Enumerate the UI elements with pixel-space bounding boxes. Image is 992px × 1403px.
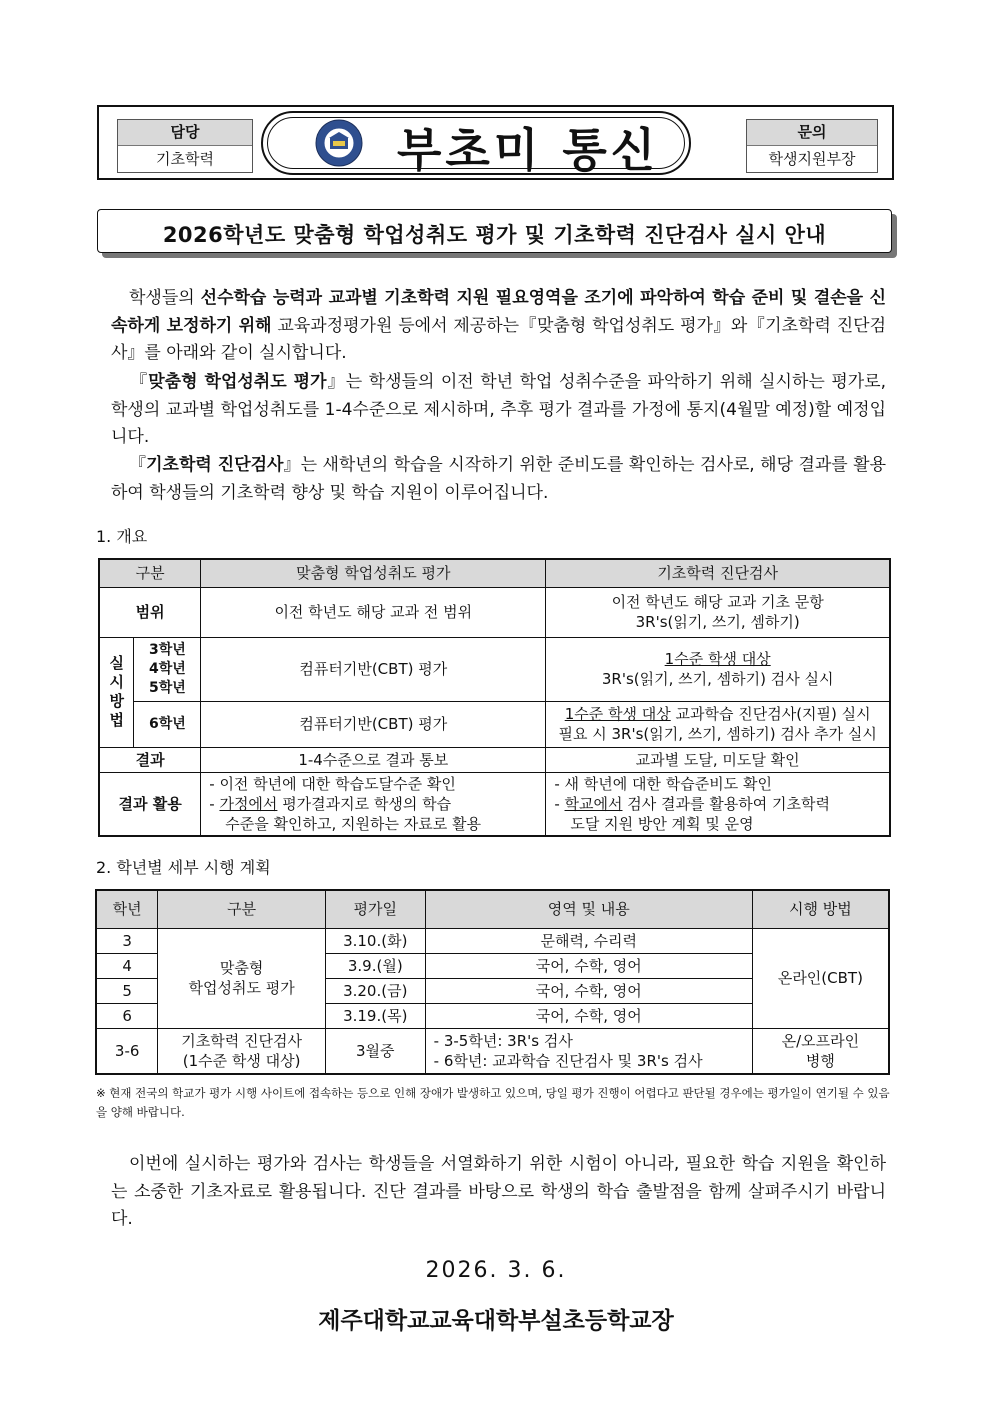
table-row-grade: 5	[96, 978, 158, 1003]
grades-3-5: 3학년 4학년 5학년	[134, 637, 201, 701]
last-row-type: 기초학력 진단검사 (1수준 학생 대상)	[158, 1028, 326, 1074]
overview-table	[98, 558, 891, 837]
result-a: 1-4수준으로 결과 통보	[201, 747, 546, 772]
method-6-b: 1수준 학생 대상 교과학습 진단검사(지필) 실시 필요 시 3R's(읽기, 쓰기, 셈하기) 검사 추가 실시	[546, 701, 890, 747]
newsletter-title: 부초미 통신	[397, 123, 660, 177]
method-6-a: 컴퓨터기반(CBT) 평가	[201, 701, 546, 747]
right-value: 학생지원부장	[768, 150, 856, 168]
document-title: 2026학년도 맞춤형 학업성취도 평가 및 기초학력 진단검사 실시 안내	[162, 223, 827, 247]
last-row-content: - 3-5학년: 3R's 검사 - 6학년: 교과학습 진단검사 및 3R's 검사	[425, 1028, 752, 1074]
table-row-date: 3.20.(금)	[325, 978, 425, 1003]
use-a: - 이전 학년에 대한 학습도달수준 확인 - 가정에서 평가결과지로 학생의 학습 수준을 확인하고, 지원하는 자료로 활용	[201, 772, 546, 836]
closing-paragraph: 이번에 실시하는 평가와 검사는 학생들을 서열화하기 위한 시험이 아니라, 필요한 학습 지원을 확인하는 소중한 기초자료로 활용됩니다. 진단 결과를 바탕으로 학생의 학습 출발점을 함께 살펴주시기 바랍니다.	[111, 1154, 886, 1230]
result-label: 결과	[99, 747, 201, 772]
table-row-grade: 4	[96, 953, 158, 978]
header-achievement: 맞춤형 학업성취도 평가	[201, 559, 546, 587]
schedule-note: ※ 현재 전국의 학교가 평가 시행 사이트에 접속하는 등으로 인해 장애가 발생하고 있으며, 당일 평가 진행이 어렵다고 판단될 경우에는 평가일이 연기될 수 있음을 양해 바랍니다.	[96, 1086, 890, 1119]
last-row-method: 온/오프라인 병행	[752, 1028, 889, 1074]
school-logo-icon	[315, 119, 363, 167]
method-3-5-b: 1수준 학생 대상 3R's(읽기, 쓰기, 셈하기) 검사 실시	[546, 637, 890, 701]
last-row-grade: 3-6	[96, 1028, 158, 1074]
range-label: 범위	[99, 587, 201, 637]
title-banner	[261, 111, 691, 175]
intro-paragraph-3: 『기초학력 진단검사』는 새학년의 학습을 시작하기 위한 준비도를 확인하는 검사로, 해당 결과를 활용하여 학생들의 기초학력 향상 및 학습 지원이 이루어집니다.	[111, 455, 887, 503]
schedule-table	[95, 889, 890, 1075]
table-row-date: 3.19.(목)	[325, 1003, 425, 1028]
issue-date: 2026. 3. 6.	[425, 1258, 567, 1283]
newsletter-header	[97, 105, 894, 180]
table-row-content: 국어, 수학, 영어	[425, 953, 752, 978]
table-row-date: 3.10.(화)	[325, 928, 425, 953]
table-row-content: 국어, 수학, 영어	[425, 978, 752, 1003]
range-b: 이전 학년도 해당 교과 기초 문항 3R's(읽기, 쓰기, 셈하기)	[546, 587, 890, 637]
left-value: 기초학력	[156, 150, 214, 168]
method-online: 온라인(CBT)	[752, 928, 889, 1028]
use-label: 결과 활용	[99, 772, 201, 836]
intro-paragraph-1: 학생들의 선수학습 능력과 교과별 기초학력 지원 필요영역을 조기에 파악하여 학습 준비 및 결손을 신속하게 보정하기 위해 교육과정평가원 등에서 제공하는『맞춤형 학업성취도 평가』와『기초학력 진단검사』를 아래와 같이 실시합니다.	[111, 288, 886, 364]
table-row-content: 국어, 수학, 영어	[425, 1003, 752, 1028]
table-row-content: 문해력, 수리력	[425, 928, 752, 953]
method-label: 실 시 방 법	[99, 637, 134, 747]
contact-box-right	[746, 119, 878, 173]
section-2-heading: 2. 학년별 세부 시행 계획	[96, 858, 271, 877]
contact-box-left	[117, 119, 253, 173]
grade-6: 6학년	[134, 701, 201, 747]
last-row-date: 3월중	[325, 1028, 425, 1074]
left-label: 담당	[118, 120, 252, 146]
table-row-grade: 6	[96, 1003, 158, 1028]
table-row-grade: 3	[96, 928, 158, 953]
col-method: 시행 방법	[752, 890, 889, 928]
use-b: - 새 학년에 대한 학습준비도 확인 - 학교에서 검사 결과를 활용하여 기초학력 도달 지원 방안 계획 및 운영	[546, 772, 890, 836]
section-1-heading: 1. 개요	[96, 527, 148, 546]
table-row-date: 3.9.(월)	[325, 953, 425, 978]
method-3-5-a: 컴퓨터기반(CBT) 평가	[201, 637, 546, 701]
range-a: 이전 학년도 해당 교과 전 범위	[201, 587, 546, 637]
col-date: 평가일	[325, 890, 425, 928]
col-type: 구분	[158, 890, 326, 928]
header-diagnostic: 기초학력 진단검사	[546, 559, 890, 587]
intro-paragraph-2: 『맞춤형 학업성취도 평가』는 학생들의 이전 학년 학업 성취수준을 파악하기 위해 실시하는 평가로, 학생의 교과별 학업성취도를 1-4수준으로 제시하며, 추후 평가 결과를 가정에 통지(4월말 예정)할 예정입니다.	[111, 372, 887, 448]
type-achievement: 맞춤형 학업성취도 평가	[158, 928, 326, 1028]
document-title-box	[97, 209, 892, 253]
header-category: 구분	[99, 559, 201, 587]
col-grade: 학년	[96, 890, 158, 928]
col-content: 영역 및 내용	[425, 890, 752, 928]
school-principal: 제주대학교교육대학부설초등학교장	[318, 1308, 674, 1334]
result-b: 교과별 도달, 미도달 확인	[546, 747, 890, 772]
right-label: 문의	[747, 120, 877, 146]
